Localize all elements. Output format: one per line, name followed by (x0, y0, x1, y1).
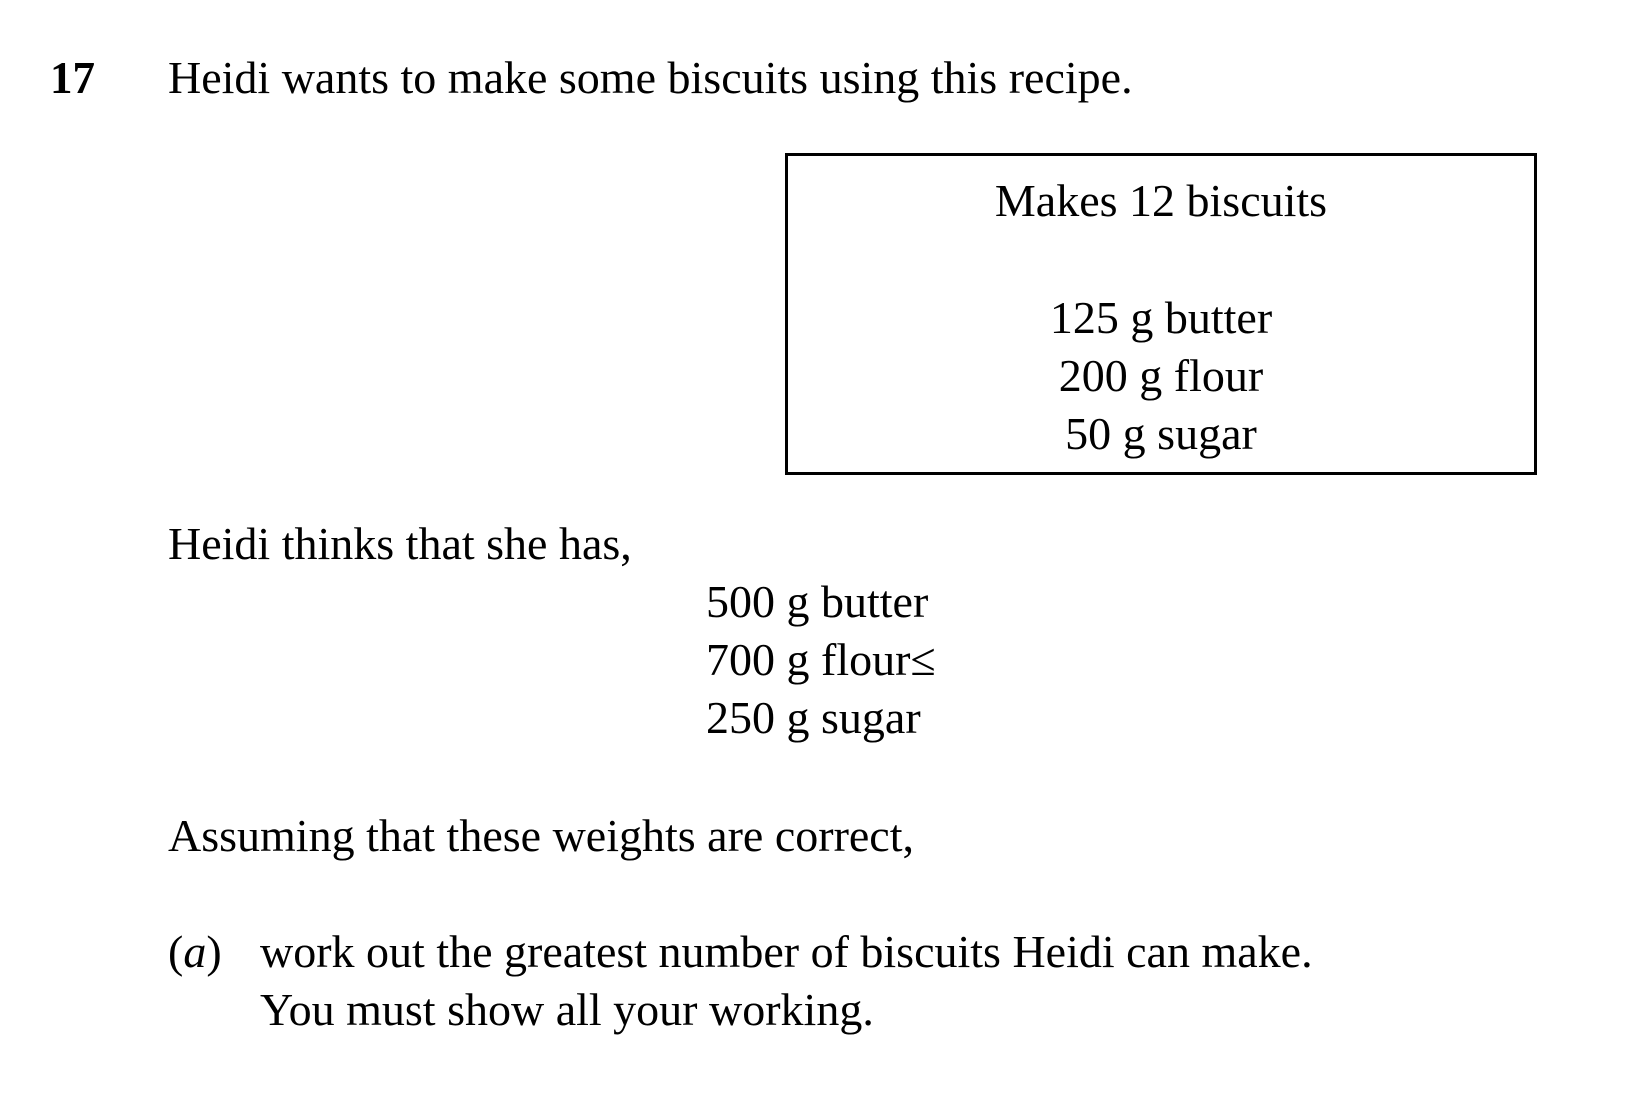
part-a-close-paren: ) (206, 926, 222, 977)
recipe-ingredient: 50 g sugar (1065, 408, 1257, 459)
question-intro: Heidi wants to make some biscuits using this recipe. (168, 52, 1133, 103)
part-a-text: work out the greatest number of biscuits Heidi can make. (260, 926, 1313, 977)
has-item: 250 g sugar (706, 692, 921, 743)
recipe-box (785, 153, 1537, 475)
assumption-text: Assuming that these weights are correct, (168, 810, 914, 861)
part-a-instruction: You must show all your working. (260, 984, 874, 1035)
has-item: 500 g butter (706, 576, 929, 627)
recipe-ingredient: 125 g butter (1049, 292, 1273, 343)
part-a-letter: a (183, 926, 207, 977)
part-a-open-paren: ( (168, 926, 184, 977)
question-number: 17 (50, 53, 95, 103)
part-a-label (168, 924, 222, 980)
has-item: 700 g flour≤ (706, 634, 936, 685)
recipe-ingredient: 200 g flour (1058, 350, 1264, 401)
has-intro: Heidi thinks that she has, (168, 518, 632, 569)
recipe-yield: Makes 12 biscuits (994, 175, 1328, 226)
